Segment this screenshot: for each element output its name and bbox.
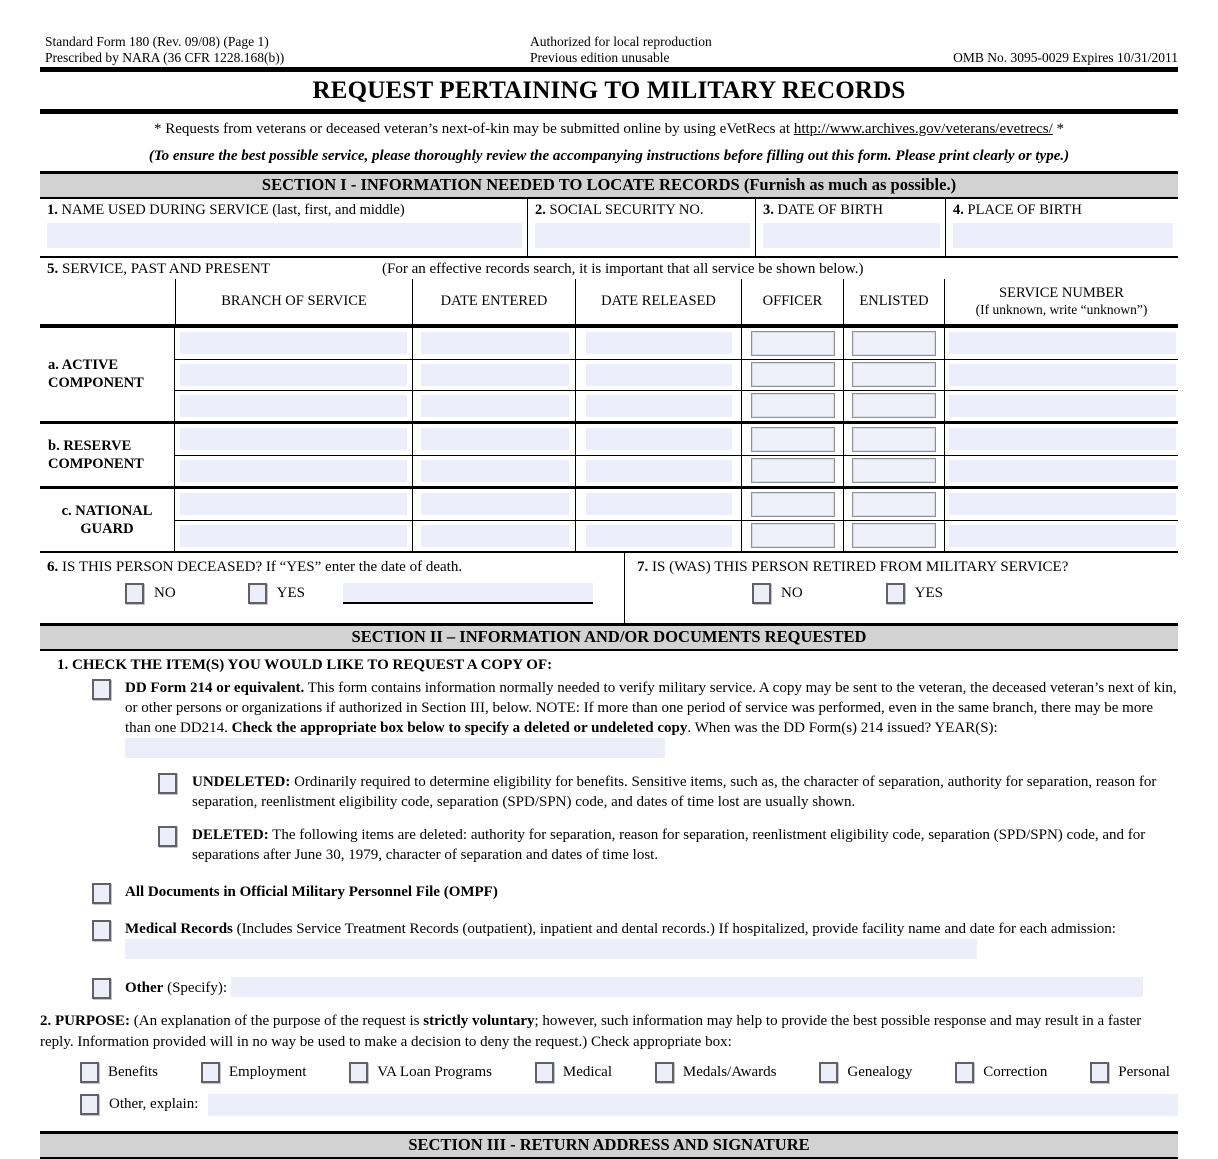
retired-yes-label: YES (914, 584, 944, 601)
evetrecs-note-text: * Requests from veterans or deceased veteran’s next-of-kin may be submitted online by using eVetRecs at (153, 120, 794, 137)
dob-input[interactable] (763, 223, 940, 248)
evetrecs-note-suffix: * (1052, 120, 1065, 137)
ssn-field-number: 2. (535, 201, 546, 218)
header-spacer-cell (40, 279, 175, 324)
deceased-no-checkbox[interactable] (125, 583, 144, 604)
col-header-enlisted: ENLISTED (843, 279, 944, 324)
genealogy-label: Genealogy (847, 1063, 913, 1080)
pob-field-number: 4. (953, 201, 964, 218)
evetrecs-note (40, 114, 1178, 140)
date-entered-input[interactable] (421, 395, 569, 417)
name-field-label: NAME USED DURING SERVICE (last, first, and middle) (57, 201, 405, 218)
other-bold: Other (125, 979, 164, 996)
ompf-label: All Documents in Official Military Personnel File (OMPF) (125, 883, 498, 900)
service-number-input[interactable] (949, 460, 1176, 482)
other-explain-input[interactable] (208, 1094, 1178, 1116)
active-component-group (40, 324, 1178, 421)
branch-of-service-input[interactable] (180, 395, 407, 417)
date-entered-input[interactable] (421, 525, 569, 547)
item1-heading: 1. CHECK THE ITEM(S) YOU WOULD LIKE TO REQUEST A COPY OF: (57, 656, 553, 673)
date-of-death-input[interactable] (343, 583, 593, 604)
col-header-date-entered: DATE ENTERED (412, 279, 575, 324)
retired-no-checkbox[interactable] (752, 583, 771, 604)
service-number-label: 5. (47, 260, 59, 277)
date-entered-input[interactable] (421, 428, 569, 450)
service-row (175, 328, 1178, 359)
dob-field-label: DATE OF BIRTH (773, 201, 883, 218)
enlisted-box-input[interactable] (852, 458, 936, 483)
medical-records-checkbox[interactable] (92, 920, 111, 941)
undeleted-bold: UNDELETED: (192, 773, 291, 790)
pob-input[interactable] (953, 223, 1173, 248)
dd214-text1: This form contains information normally needed to verify military service. A copy may be sent to the veteran, the deceased veteran’s next of kin, or other persons or organizations if authorized in Section III, below. NOTE: If more than one period of service was performed, even in the same branch, there may be more than one DD214. (125, 679, 1177, 736)
ssn-field-label: SOCIAL SECURITY NO. (545, 201, 704, 218)
undeleted-option (192, 772, 1178, 812)
medical-purpose-checkbox[interactable] (535, 1062, 554, 1083)
identity-fields-row (40, 199, 1178, 258)
col-header-service-number (944, 279, 1178, 324)
medical-records-option (125, 919, 1178, 960)
reserve-component-label: b. RESERVE COMPONENT (40, 424, 175, 486)
deceased-yes-checkbox[interactable] (248, 583, 267, 604)
other-explain-label: Other, explain: (109, 1096, 199, 1113)
service-number-input[interactable] (949, 525, 1176, 547)
service-note: (For an effective records search, it is important that all service be shown below.) (382, 260, 864, 277)
service-number-input[interactable] (949, 364, 1176, 386)
service-row (175, 424, 1178, 455)
other-explain-row (40, 1094, 1178, 1116)
deceased-yes-label: YES (276, 584, 306, 601)
genealogy-checkbox[interactable] (819, 1062, 838, 1083)
branch-of-service-input[interactable] (180, 332, 407, 354)
service-number-input[interactable] (949, 493, 1176, 515)
purpose-bold-lead: 2. PURPOSE: (40, 1012, 130, 1029)
reserve-component-group (40, 421, 1178, 486)
date-released-input[interactable] (586, 332, 732, 354)
q7-label: IS (WAS) THIS PERSON RETIRED FROM MILITARY SERVICE? (648, 558, 1069, 575)
national-guard-group (40, 486, 1178, 553)
other-specify-input[interactable] (231, 977, 1143, 997)
personal-label: Personal (1118, 1063, 1170, 1080)
service-number-input[interactable] (949, 428, 1176, 450)
service-number-input[interactable] (949, 395, 1176, 417)
purpose-text2: ; however, such information may help to provide the best possible response and may result in a faster reply. Information provided will in no way be used to make a decision to deny the request.) Check appropriate box: (40, 1012, 1142, 1050)
va-loan-checkbox[interactable] (349, 1062, 368, 1083)
officer-box-input[interactable] (751, 458, 835, 483)
officer-box-input[interactable] (751, 393, 835, 418)
medals-awards-label: Medals/Awards (682, 1063, 777, 1080)
purpose-paragraph (40, 1011, 1178, 1053)
service-number-header-line1: SERVICE NUMBER (999, 284, 1124, 301)
date-released-input[interactable] (586, 428, 732, 450)
dd214-bold2: Check the appropriate box below to specify a deleted or undeleted copy (231, 719, 688, 736)
service-row (175, 520, 1178, 551)
enlisted-box-input[interactable] (852, 362, 936, 387)
date-released-input[interactable] (586, 395, 732, 417)
name-input[interactable] (47, 223, 522, 248)
other-option (125, 977, 1178, 998)
service-number-header-line2: (If unknown, write “unknown”) (975, 301, 1148, 317)
date-released-input[interactable] (586, 364, 732, 386)
branch-of-service-input[interactable] (180, 364, 407, 386)
correction-label: Correction (983, 1063, 1048, 1080)
auth-line2: Previous edition unusable (530, 50, 670, 66)
question-6 (40, 553, 625, 623)
dd214-years-input[interactable] (125, 738, 665, 758)
correction-checkbox[interactable] (955, 1062, 974, 1083)
form-id-line1: Standard Form 180 (Rev. 09/08) (Page 1) (45, 34, 269, 49)
service-row (175, 359, 1178, 390)
personal-checkbox[interactable] (1090, 1062, 1109, 1083)
medical-text: (Includes Service Treatment Records (outpatient), inpatient and dental records.) If hospitalized, provide facility name and date for each admission: (232, 920, 1116, 937)
name-field-number: 1. (47, 201, 58, 218)
deleted-text: The following items are deleted: authority for separation, reason for separation, reenlistment eligibility code, separation (SPD/SPN) code, and for separations after June 30, 1979, character of separation and dates of time lost. (192, 826, 1146, 863)
q6-label: IS THIS PERSON DECEASED? If “YES” enter the date of death. (58, 558, 463, 575)
purpose-text1: (An explanation of the purpose of the request is (130, 1012, 424, 1029)
deleted-bold: DELETED: (192, 826, 269, 843)
officer-box-input[interactable] (751, 492, 835, 517)
enlisted-box-input[interactable] (852, 523, 936, 548)
other-checkbox[interactable] (92, 978, 111, 999)
col-header-date-released: DATE RELEASED (575, 279, 741, 324)
undeleted-text: Ordinarily required to determine eligibility for benefits. Sensitive items, such as, the character of separation, authority for separation, reason for separation, reenlistment eligibility code, separation (SPD/SPN) code, and dates of time lost are usually shown. (192, 773, 1157, 810)
instructions-note: (To ensure the best possible service, please thoroughly review the accompanying instructions before filling out this form. Please print clearly or type.) (148, 147, 1070, 164)
branch-of-service-input[interactable] (180, 525, 407, 547)
section2-header: SECTION II – INFORMATION AND/OR DOCUMENTS REQUESTED (40, 623, 1178, 651)
ompf-checkbox[interactable] (92, 883, 111, 904)
form-header (40, 0, 1178, 67)
dd214-option (125, 678, 1178, 759)
medals-awards-checkbox[interactable] (655, 1062, 674, 1083)
officer-box-input[interactable] (751, 523, 835, 548)
undeleted-checkbox[interactable] (158, 773, 177, 794)
date-released-input[interactable] (586, 460, 732, 482)
date-entered-input[interactable] (421, 493, 569, 515)
officer-box-input[interactable] (751, 331, 835, 356)
service-number-input[interactable] (949, 332, 1176, 354)
question-7 (625, 553, 1178, 623)
benefits-label: Benefits (108, 1063, 158, 1080)
other-text: (Specify): (163, 979, 231, 996)
deleted-option (192, 825, 1178, 865)
dd214-bold-lead: DD Form 214 or equivalent. (125, 679, 305, 696)
employment-checkbox[interactable] (201, 1062, 220, 1083)
section1-header: SECTION I - INFORMATION NEEDED TO LOCATE RECORDS (Furnish as much as possible.) (40, 171, 1178, 199)
q7-number: 7. (637, 558, 649, 575)
date-entered-input[interactable] (421, 332, 569, 354)
service-row (175, 455, 1178, 486)
date-entered-input[interactable] (421, 364, 569, 386)
retired-no-label: NO (781, 584, 803, 601)
other-explain-checkbox[interactable] (80, 1094, 99, 1115)
pob-field-cell (945, 199, 1178, 256)
medical-bold: Medical Records (125, 920, 233, 937)
dd214-checkbox[interactable] (92, 679, 111, 700)
purpose-options-row (40, 1062, 1178, 1083)
evetrecs-link[interactable]: http://www.archives.gov/veterans/evetrecs/ (793, 120, 1053, 137)
branch-of-service-input[interactable] (180, 428, 407, 450)
section3-header: SECTION III - RETURN ADDRESS AND SIGNATURE (40, 1131, 1178, 1159)
purpose-bold2: strictly voluntary (423, 1012, 535, 1029)
questions-6-7-row (40, 553, 1178, 623)
enlisted-box-input[interactable] (852, 492, 936, 517)
national-guard-label: c. NATIONAL GUARD (40, 489, 175, 551)
form-id-block (40, 34, 530, 67)
col-header-officer: OFFICER (741, 279, 843, 324)
date-entered-input[interactable] (421, 460, 569, 482)
medical-facility-input[interactable] (125, 939, 977, 959)
retired-yes-checkbox[interactable] (886, 583, 905, 604)
enlisted-box-input[interactable] (852, 393, 936, 418)
form-id-line2: Prescribed by NARA (36 CFR 1228.168(b)) (45, 50, 285, 66)
reproduction-note-block (530, 34, 918, 67)
service-heading (40, 258, 1178, 279)
dd214-text2: . When was the DD Form(s) 214 issued? YEAR(S): (687, 719, 998, 736)
branch-of-service-input[interactable] (180, 493, 407, 515)
enlisted-box-input[interactable] (852, 331, 936, 356)
col-header-branch: BRANCH OF SERVICE (175, 279, 412, 324)
va-loan-label: VA Loan Programs (377, 1063, 492, 1080)
service-label: SERVICE, PAST AND PRESENT (58, 260, 271, 277)
ssn-field-cell (527, 199, 755, 256)
ssn-input[interactable] (535, 223, 750, 248)
auth-line1: Authorized for local reproduction (530, 34, 712, 49)
deleted-checkbox[interactable] (158, 826, 177, 847)
dob-field-cell (755, 199, 945, 256)
omb-number: OMB No. 3095-0029 Expires 10/31/2011 (953, 50, 1178, 66)
date-released-input[interactable] (586, 493, 732, 515)
active-component-label: a. ACTIVE COMPONENT (40, 328, 175, 421)
form-title: REQUEST PERTAINING TO MILITARY RECORDS (312, 76, 906, 104)
employment-label: Employment (228, 1063, 307, 1080)
medical-purpose-label: Medical (562, 1063, 613, 1080)
name-field-cell (40, 199, 527, 256)
deceased-no-label: NO (154, 584, 176, 601)
benefits-checkbox[interactable] (80, 1062, 99, 1083)
enlisted-box-input[interactable] (852, 427, 936, 452)
branch-of-service-input[interactable] (180, 460, 407, 482)
officer-box-input[interactable] (751, 362, 835, 387)
service-table-header (40, 279, 1178, 324)
date-released-input[interactable] (586, 525, 732, 547)
q6-number: 6. (47, 558, 59, 575)
officer-box-input[interactable] (751, 427, 835, 452)
service-row (175, 489, 1178, 520)
pob-field-label: PLACE OF BIRTH (963, 201, 1082, 218)
dob-field-number: 3. (763, 201, 774, 218)
ompf-option (125, 882, 1178, 902)
service-row (175, 390, 1178, 421)
